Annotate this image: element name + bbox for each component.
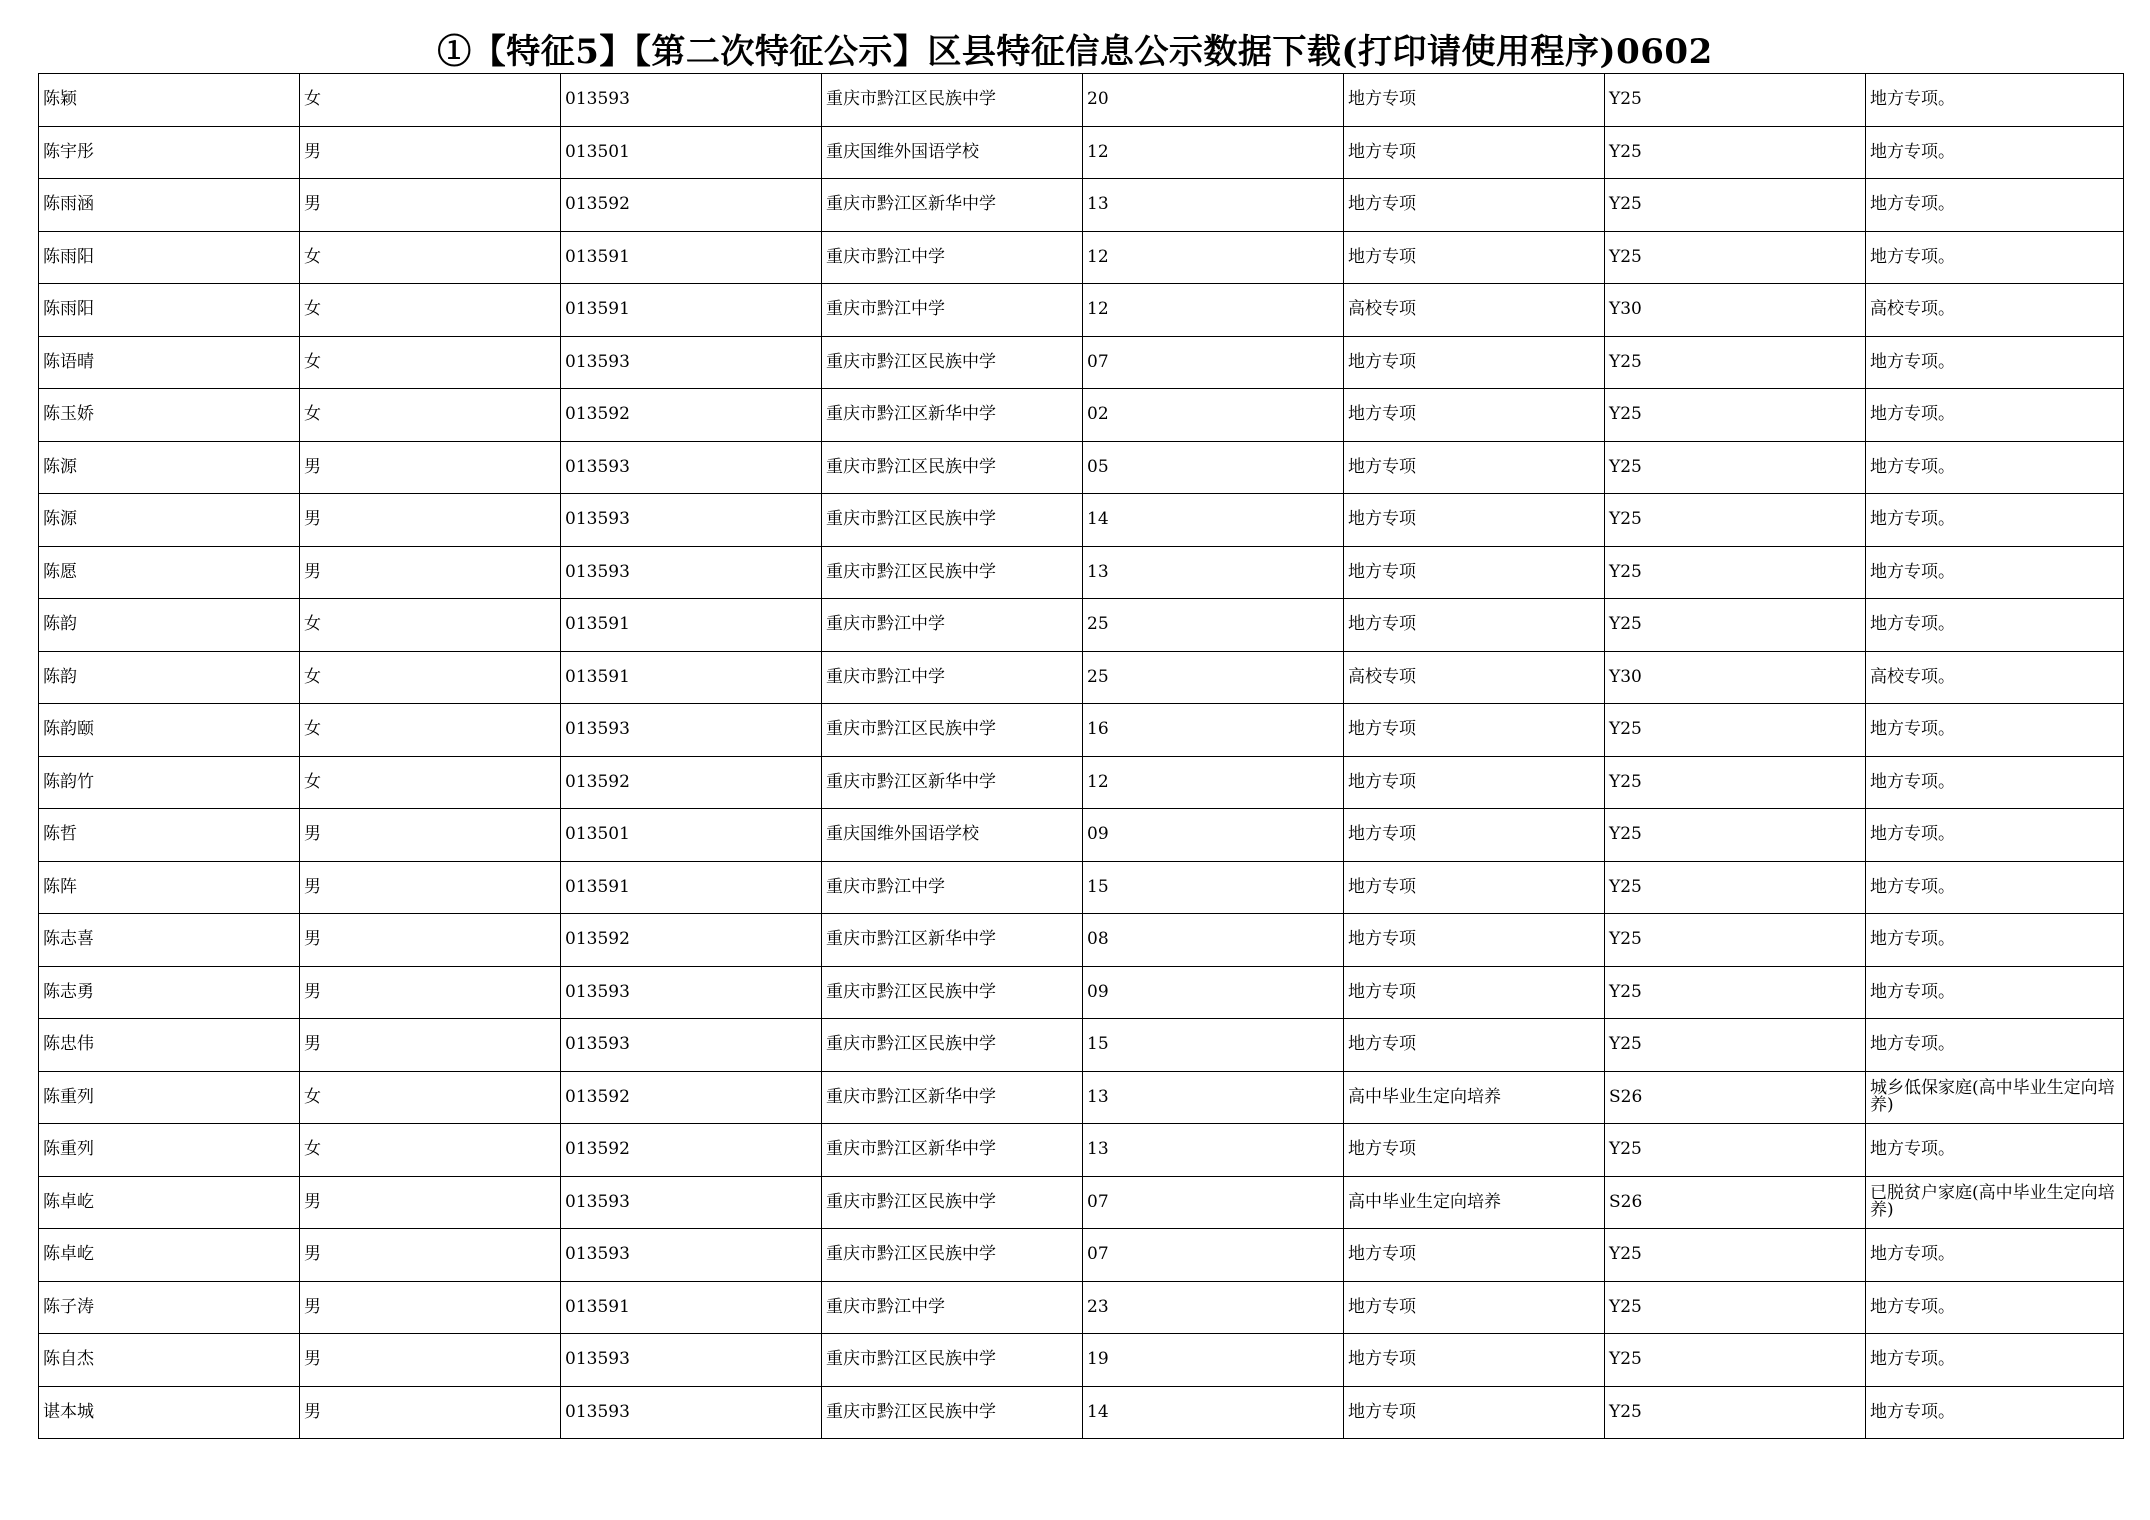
table-body — [39, 74, 2124, 1439]
school-cell: 重庆市黔江区新华中学 — [822, 914, 1083, 967]
type-code-cell: Y25 — [1605, 1229, 1866, 1282]
category-cell: 地方专项 — [1344, 441, 1605, 494]
page-title: ①【特征5】【第二次特征公示】区县特征信息公示数据下载(打印请使用程序)0602 — [437, 32, 1713, 72]
table-row — [39, 1229, 2124, 1282]
gender-cell: 男 — [300, 1334, 561, 1387]
gender-cell: 男 — [300, 1176, 561, 1229]
name-cell: 陈韵颐 — [39, 704, 300, 757]
code-cell: 013593 — [561, 1229, 822, 1282]
remark-cell: 地方专项。 — [1866, 1124, 2124, 1177]
type-code-cell: S26 — [1605, 1071, 1866, 1124]
gender-cell: 男 — [300, 914, 561, 967]
category-cell: 地方专项 — [1344, 914, 1605, 967]
type-code-cell: Y30 — [1605, 284, 1866, 337]
table-row — [39, 599, 2124, 652]
category-cell: 地方专项 — [1344, 494, 1605, 547]
school-cell: 重庆市黔江中学 — [822, 1281, 1083, 1334]
category-cell: 高校专项 — [1344, 651, 1605, 704]
school-cell: 重庆市黔江区新华中学 — [822, 389, 1083, 442]
remark-cell: 高校专项。 — [1866, 284, 2124, 337]
class-cell: 12 — [1083, 231, 1344, 284]
remark-cell: 地方专项。 — [1866, 389, 2124, 442]
class-cell: 15 — [1083, 861, 1344, 914]
name-cell: 陈韵竹 — [39, 756, 300, 809]
gender-cell: 男 — [300, 1229, 561, 1282]
category-cell: 地方专项 — [1344, 1229, 1605, 1282]
class-cell: 08 — [1083, 914, 1344, 967]
type-code-cell: Y25 — [1605, 1124, 1866, 1177]
gender-cell: 男 — [300, 179, 561, 232]
class-cell: 15 — [1083, 1019, 1344, 1072]
category-cell: 地方专项 — [1344, 336, 1605, 389]
gender-cell: 女 — [300, 74, 561, 127]
category-cell: 地方专项 — [1344, 389, 1605, 442]
code-cell: 013593 — [561, 1019, 822, 1072]
gender-cell: 男 — [300, 494, 561, 547]
remark-cell: 地方专项。 — [1866, 1019, 2124, 1072]
school-cell: 重庆市黔江区新华中学 — [822, 756, 1083, 809]
name-cell: 谌本城 — [39, 1386, 300, 1439]
school-cell: 重庆市黔江中学 — [822, 231, 1083, 284]
code-cell: 013591 — [561, 861, 822, 914]
name-cell: 陈愿 — [39, 546, 300, 599]
type-code-cell: Y25 — [1605, 861, 1866, 914]
gender-cell: 女 — [300, 1124, 561, 1177]
type-code-cell: Y25 — [1605, 1334, 1866, 1387]
class-cell: 25 — [1083, 651, 1344, 704]
gender-cell: 男 — [300, 1281, 561, 1334]
class-cell: 19 — [1083, 1334, 1344, 1387]
remark-cell: 地方专项。 — [1866, 336, 2124, 389]
school-cell: 重庆市黔江中学 — [822, 861, 1083, 914]
category-cell: 地方专项 — [1344, 546, 1605, 599]
school-cell: 重庆市黔江区民族中学 — [822, 1386, 1083, 1439]
code-cell: 013501 — [561, 126, 822, 179]
table-row — [39, 1124, 2124, 1177]
data-table — [38, 73, 2124, 1439]
category-cell: 高中毕业生定向培养 — [1344, 1176, 1605, 1229]
code-cell: 013592 — [561, 756, 822, 809]
gender-cell: 女 — [300, 336, 561, 389]
table-row — [39, 231, 2124, 284]
category-cell: 地方专项 — [1344, 126, 1605, 179]
name-cell: 陈雨阳 — [39, 231, 300, 284]
school-cell: 重庆市黔江区新华中学 — [822, 1124, 1083, 1177]
name-cell: 陈自杰 — [39, 1334, 300, 1387]
type-code-cell: Y25 — [1605, 389, 1866, 442]
school-cell: 重庆市黔江区民族中学 — [822, 1019, 1083, 1072]
class-cell: 13 — [1083, 546, 1344, 599]
school-cell: 重庆市黔江区民族中学 — [822, 966, 1083, 1019]
type-code-cell: Y25 — [1605, 966, 1866, 1019]
gender-cell: 男 — [300, 1386, 561, 1439]
class-cell: 02 — [1083, 389, 1344, 442]
table-row — [39, 809, 2124, 862]
class-cell: 25 — [1083, 599, 1344, 652]
school-cell: 重庆市黔江区新华中学 — [822, 1071, 1083, 1124]
remark-cell: 地方专项。 — [1866, 546, 2124, 599]
school-cell: 重庆市黔江中学 — [822, 651, 1083, 704]
name-cell: 陈志喜 — [39, 914, 300, 967]
school-cell: 重庆市黔江区民族中学 — [822, 74, 1083, 127]
remark-cell: 地方专项。 — [1866, 861, 2124, 914]
table-row — [39, 914, 2124, 967]
school-cell: 重庆市黔江区民族中学 — [822, 494, 1083, 547]
remark-cell: 地方专项。 — [1866, 231, 2124, 284]
table-row — [39, 1281, 2124, 1334]
gender-cell: 男 — [300, 546, 561, 599]
school-cell: 重庆市黔江区民族中学 — [822, 704, 1083, 757]
remark-cell: 高校专项。 — [1866, 651, 2124, 704]
code-cell: 013591 — [561, 231, 822, 284]
code-cell: 013593 — [561, 704, 822, 757]
remark-cell: 地方专项。 — [1866, 1386, 2124, 1439]
class-cell: 16 — [1083, 704, 1344, 757]
remark-cell: 城乡低保家庭(高中毕业生定向培养) — [1866, 1071, 2124, 1124]
remark-cell: 地方专项。 — [1866, 441, 2124, 494]
name-cell: 陈卓屹 — [39, 1229, 300, 1282]
type-code-cell: Y25 — [1605, 1281, 1866, 1334]
code-cell: 013591 — [561, 651, 822, 704]
gender-cell: 女 — [300, 284, 561, 337]
code-cell: 013592 — [561, 179, 822, 232]
table-row — [39, 756, 2124, 809]
type-code-cell: Y25 — [1605, 704, 1866, 757]
class-cell: 23 — [1083, 1281, 1344, 1334]
remark-cell: 地方专项。 — [1866, 126, 2124, 179]
gender-cell: 女 — [300, 756, 561, 809]
name-cell: 陈子涛 — [39, 1281, 300, 1334]
name-cell: 陈重列 — [39, 1124, 300, 1177]
remark-cell: 地方专项。 — [1866, 1334, 2124, 1387]
table-row — [39, 651, 2124, 704]
table-row — [39, 861, 2124, 914]
school-cell: 重庆市黔江区民族中学 — [822, 1334, 1083, 1387]
category-cell: 地方专项 — [1344, 231, 1605, 284]
gender-cell: 男 — [300, 861, 561, 914]
gender-cell: 男 — [300, 809, 561, 862]
school-cell: 重庆市黔江中学 — [822, 599, 1083, 652]
gender-cell: 男 — [300, 966, 561, 1019]
remark-cell: 地方专项。 — [1866, 179, 2124, 232]
remark-cell: 地方专项。 — [1866, 1281, 2124, 1334]
gender-cell: 男 — [300, 1019, 561, 1072]
class-cell: 07 — [1083, 1176, 1344, 1229]
type-code-cell: S26 — [1605, 1176, 1866, 1229]
class-cell: 07 — [1083, 336, 1344, 389]
type-code-cell: Y25 — [1605, 756, 1866, 809]
name-cell: 陈雨涵 — [39, 179, 300, 232]
remark-cell: 已脱贫户家庭(高中毕业生定向培养) — [1866, 1176, 2124, 1229]
name-cell: 陈忠伟 — [39, 1019, 300, 1072]
remark-cell: 地方专项。 — [1866, 914, 2124, 967]
type-code-cell: Y25 — [1605, 126, 1866, 179]
gender-cell: 男 — [300, 441, 561, 494]
name-cell: 陈宇彤 — [39, 126, 300, 179]
class-cell: 12 — [1083, 284, 1344, 337]
category-cell: 地方专项 — [1344, 809, 1605, 862]
type-code-cell: Y25 — [1605, 1019, 1866, 1072]
category-cell: 高中毕业生定向培养 — [1344, 1071, 1605, 1124]
code-cell: 013593 — [561, 441, 822, 494]
table-row — [39, 1386, 2124, 1439]
name-cell: 陈韵 — [39, 651, 300, 704]
category-cell: 地方专项 — [1344, 861, 1605, 914]
name-cell: 陈源 — [39, 494, 300, 547]
gender-cell: 女 — [300, 704, 561, 757]
class-cell: 13 — [1083, 1071, 1344, 1124]
gender-cell: 女 — [300, 651, 561, 704]
remark-cell: 地方专项。 — [1866, 756, 2124, 809]
category-cell: 地方专项 — [1344, 179, 1605, 232]
class-cell: 09 — [1083, 966, 1344, 1019]
school-cell: 重庆市黔江区民族中学 — [822, 441, 1083, 494]
remark-cell: 地方专项。 — [1866, 966, 2124, 1019]
category-cell: 地方专项 — [1344, 966, 1605, 1019]
school-cell: 重庆市黔江中学 — [822, 284, 1083, 337]
type-code-cell: Y25 — [1605, 809, 1866, 862]
category-cell: 地方专项 — [1344, 704, 1605, 757]
type-code-cell: Y25 — [1605, 599, 1866, 652]
code-cell: 013592 — [561, 1124, 822, 1177]
name-cell: 陈雨阳 — [39, 284, 300, 337]
code-cell: 013593 — [561, 1386, 822, 1439]
type-code-cell: Y25 — [1605, 494, 1866, 547]
name-cell: 陈志勇 — [39, 966, 300, 1019]
school-cell: 重庆市黔江区新华中学 — [822, 179, 1083, 232]
class-cell: 14 — [1083, 1386, 1344, 1439]
class-cell: 20 — [1083, 74, 1344, 127]
category-cell: 地方专项 — [1344, 74, 1605, 127]
code-cell: 013593 — [561, 1176, 822, 1229]
category-cell: 地方专项 — [1344, 1386, 1605, 1439]
remark-cell: 地方专项。 — [1866, 809, 2124, 862]
category-cell: 地方专项 — [1344, 756, 1605, 809]
code-cell: 013501 — [561, 809, 822, 862]
table-row — [39, 179, 2124, 232]
type-code-cell: Y25 — [1605, 336, 1866, 389]
code-cell: 013591 — [561, 1281, 822, 1334]
code-cell: 013591 — [561, 284, 822, 337]
type-code-cell: Y25 — [1605, 231, 1866, 284]
name-cell: 陈源 — [39, 441, 300, 494]
category-cell: 地方专项 — [1344, 599, 1605, 652]
table-row — [39, 336, 2124, 389]
table-row — [39, 494, 2124, 547]
school-cell: 重庆国维外国语学校 — [822, 126, 1083, 179]
gender-cell: 女 — [300, 231, 561, 284]
table-row — [39, 1019, 2124, 1072]
school-cell: 重庆市黔江区民族中学 — [822, 546, 1083, 599]
type-code-cell: Y25 — [1605, 1386, 1866, 1439]
category-cell: 地方专项 — [1344, 1281, 1605, 1334]
remark-cell: 地方专项。 — [1866, 704, 2124, 757]
name-cell: 陈韵 — [39, 599, 300, 652]
class-cell: 14 — [1083, 494, 1344, 547]
type-code-cell: Y25 — [1605, 914, 1866, 967]
type-code-cell: Y25 — [1605, 179, 1866, 232]
name-cell: 陈卓屹 — [39, 1176, 300, 1229]
code-cell: 013592 — [561, 914, 822, 967]
gender-cell: 女 — [300, 599, 561, 652]
class-cell: 09 — [1083, 809, 1344, 862]
class-cell: 07 — [1083, 1229, 1344, 1282]
table-row — [39, 704, 2124, 757]
class-cell: 12 — [1083, 126, 1344, 179]
code-cell: 013593 — [561, 336, 822, 389]
table-row — [39, 441, 2124, 494]
code-cell: 013593 — [561, 494, 822, 547]
name-cell: 陈哲 — [39, 809, 300, 862]
category-cell: 地方专项 — [1344, 1334, 1605, 1387]
table-row — [39, 1071, 2124, 1124]
category-cell: 高校专项 — [1344, 284, 1605, 337]
name-cell: 陈颖 — [39, 74, 300, 127]
school-cell: 重庆国维外国语学校 — [822, 809, 1083, 862]
table-row — [39, 1176, 2124, 1229]
remark-cell: 地方专项。 — [1866, 74, 2124, 127]
gender-cell: 女 — [300, 389, 561, 442]
category-cell: 地方专项 — [1344, 1124, 1605, 1177]
remark-cell: 地方专项。 — [1866, 494, 2124, 547]
name-cell: 陈玉娇 — [39, 389, 300, 442]
table-row — [39, 1334, 2124, 1387]
table-row — [39, 966, 2124, 1019]
code-cell: 013593 — [561, 966, 822, 1019]
type-code-cell: Y25 — [1605, 441, 1866, 494]
name-cell: 陈重列 — [39, 1071, 300, 1124]
code-cell: 013593 — [561, 1334, 822, 1387]
remark-cell: 地方专项。 — [1866, 599, 2124, 652]
code-cell: 013592 — [561, 1071, 822, 1124]
category-cell: 地方专项 — [1344, 1019, 1605, 1072]
table-row — [39, 389, 2124, 442]
class-cell: 12 — [1083, 756, 1344, 809]
school-cell: 重庆市黔江区民族中学 — [822, 336, 1083, 389]
gender-cell: 男 — [300, 126, 561, 179]
school-cell: 重庆市黔江区民族中学 — [822, 1176, 1083, 1229]
name-cell: 陈语晴 — [39, 336, 300, 389]
class-cell: 05 — [1083, 441, 1344, 494]
type-code-cell: Y25 — [1605, 546, 1866, 599]
table-row — [39, 126, 2124, 179]
gender-cell: 女 — [300, 1071, 561, 1124]
class-cell: 13 — [1083, 1124, 1344, 1177]
code-cell: 013592 — [561, 389, 822, 442]
table-row — [39, 74, 2124, 127]
school-cell: 重庆市黔江区民族中学 — [822, 1229, 1083, 1282]
code-cell: 013591 — [561, 599, 822, 652]
code-cell: 013593 — [561, 546, 822, 599]
type-code-cell: Y25 — [1605, 74, 1866, 127]
table-row — [39, 546, 2124, 599]
type-code-cell: Y30 — [1605, 651, 1866, 704]
code-cell: 013593 — [561, 74, 822, 127]
name-cell: 陈阵 — [39, 861, 300, 914]
table-row — [39, 284, 2124, 337]
class-cell: 13 — [1083, 179, 1344, 232]
remark-cell: 地方专项。 — [1866, 1229, 2124, 1282]
